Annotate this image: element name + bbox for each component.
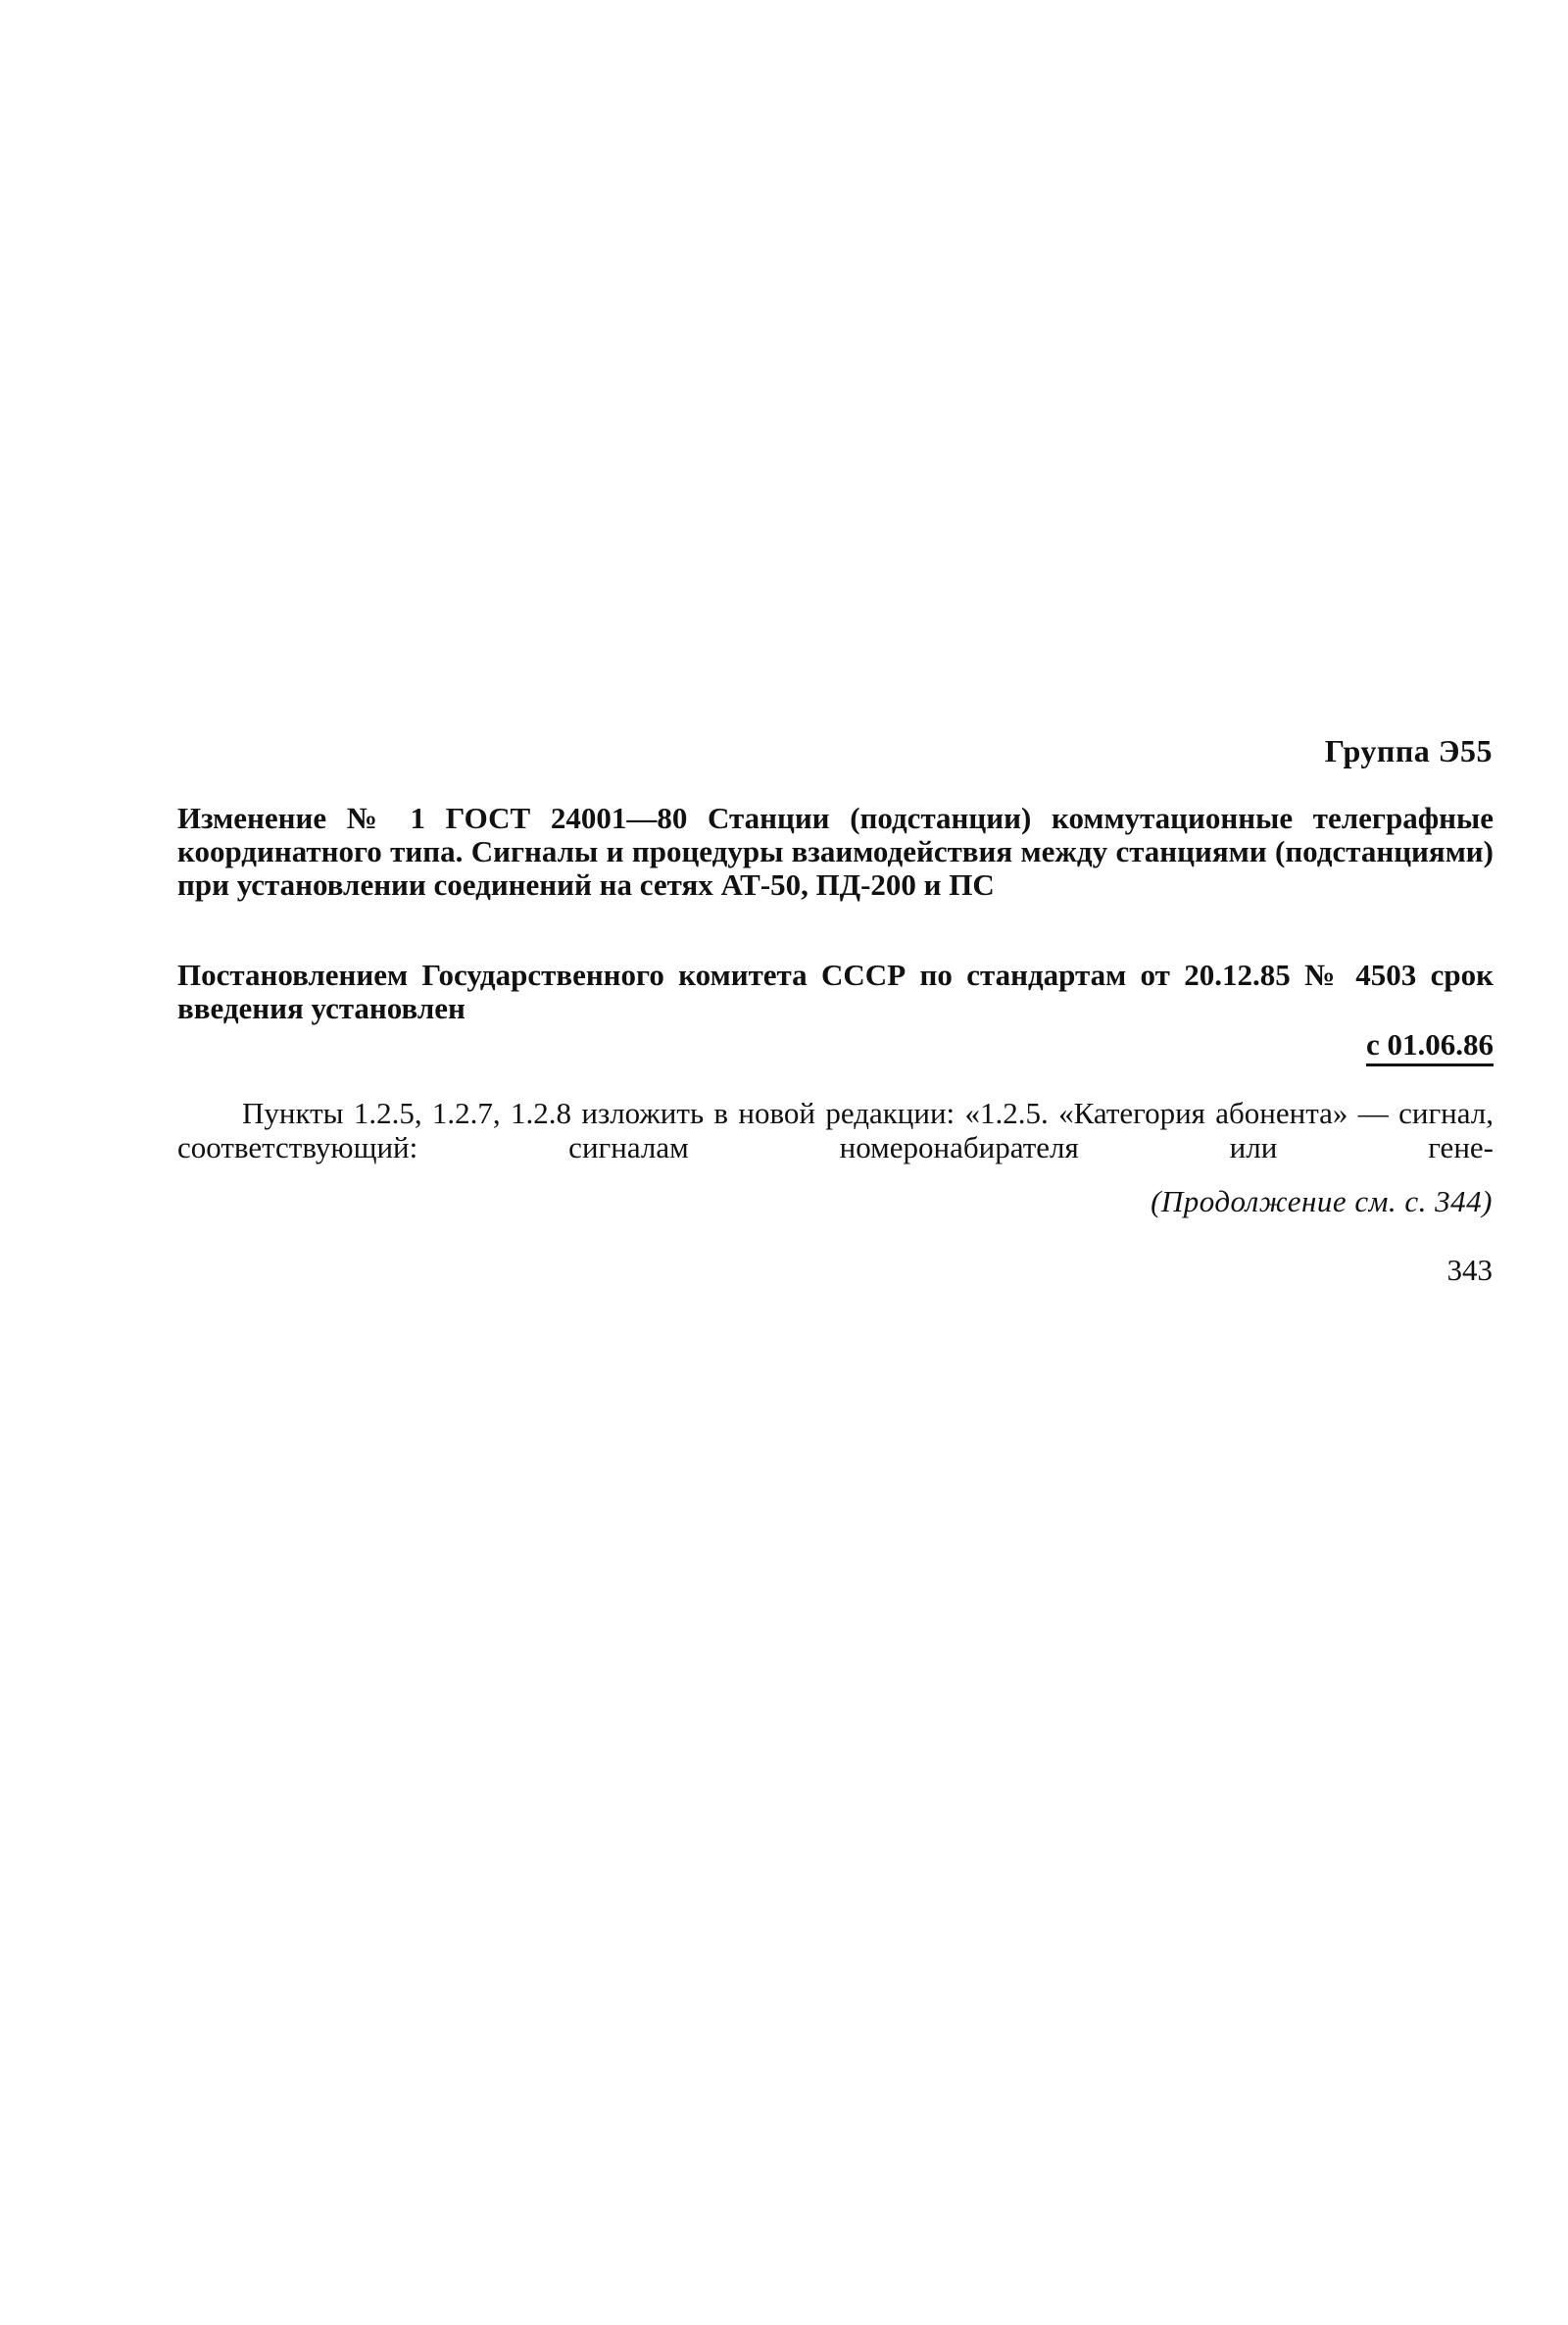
group-label: Группа Э55 — [1324, 733, 1493, 768]
body-paragraph — [177, 1096, 1494, 1164]
continuation-note: (Продолжение см. с. 344) — [1151, 1184, 1493, 1218]
effective-date-container — [1366, 1027, 1494, 1066]
effective-date: с 01.06.86 — [1366, 1027, 1494, 1066]
resolution-text: Постановлением Государственного комитета СССР по стандартам от 20.12.85 № 4503 срок введения установлен — [177, 958, 1494, 1025]
body-paragraph-text: Пункты 1.2.5, 1.2.7, 1.2.8 изложить в новой редакции: «1.2.5. «Категория абонента» — сигнал, соответствующий: сигналам номеронабирателя или гене- — [177, 1096, 1494, 1164]
amendment-title: Изменение № 1 ГОСТ 24001—80 Станции (подстанции) коммутационные телеграфные координатного типа. Сигналы и процедуры взаимодействия между станциями (подстанциями) при установлении соединений на сетях АТ-50, ПД-200 и ПС — [177, 801, 1494, 902]
page-number: 343 — [1446, 1253, 1493, 1287]
